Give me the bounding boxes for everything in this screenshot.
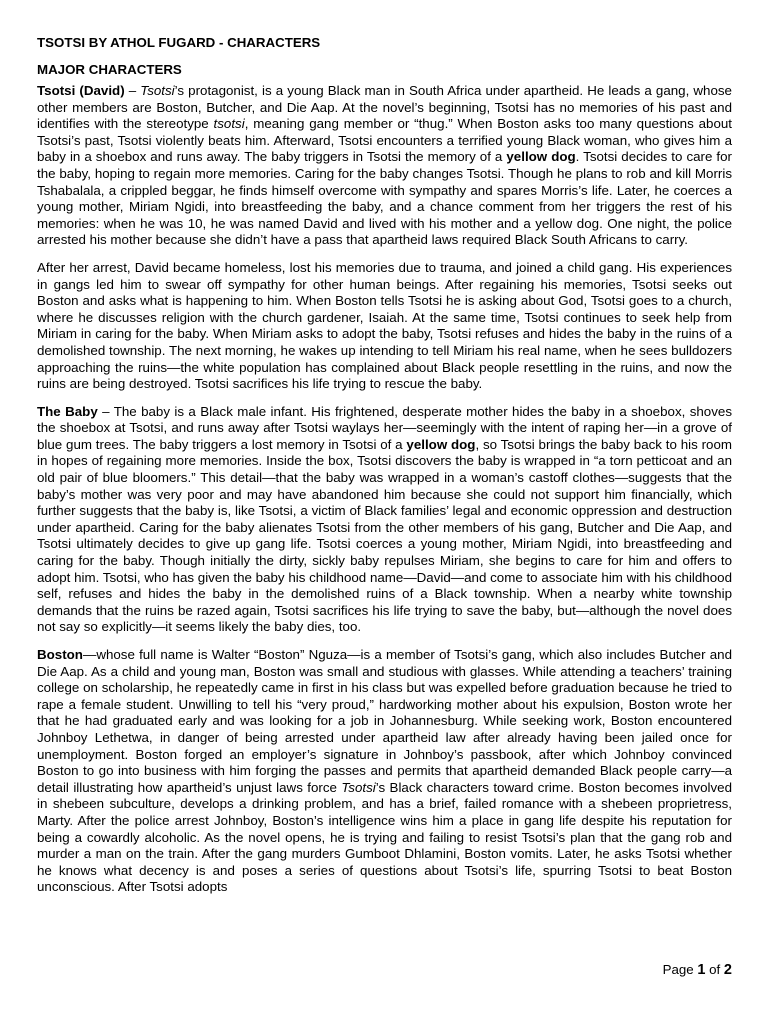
bold-text-run: yellow dog	[406, 436, 476, 452]
document-title: TSOTSI BY ATHOL FUGARD - CHARACTERS	[37, 35, 321, 50]
page-number	[663, 961, 732, 979]
of-label: of	[709, 962, 721, 977]
bold-text-run: The Baby	[37, 403, 98, 419]
section-heading: MAJOR CHARACTERS	[37, 62, 182, 77]
italic-text-run: tsotsi	[213, 116, 245, 132]
italic-text-run: Tsotsi	[341, 779, 376, 795]
body-paragraph	[37, 260, 732, 393]
text-run: , meaning gang member or “thug.” When Boston asks too many questions about Tsotsi’s past, Tsotsi violently beats him. Afterward, Tsotsi encounters a terrified young Black woman, who gives him a baby in a shoebox and runs away. The baby triggers in Tsotsi the memory of a	[37, 116, 732, 165]
text-run: After her arrest, David became homeless, lost his memories due to trauma, and joined a child gang. His experiences in gangs led him to swear off sympathy for other human beings. After regaining his memories, Tsotsi seeks out Boston and asks what is happening to him. When Boston tells Tsotsi he is asking about God, Tsotsi goes to a church, where he discusses religion with the church gardener, Isaiah. At the same time, Tsotsi continues to seek help from Miriam in caring for the baby. When Miriam asks to adopt the baby, Tsotsi refuses and hides the baby in the ruins of a demolished township. The next morning, he wakes up intending to tell Miriam his real name, when he sees bulldozers approaching the ruins—the white population has complained about Black people resettling in the ruins, and now the ruins are being destroyed. Tsotsi sacrifices his life trying to rescue the baby.	[37, 259, 732, 392]
bold-text-run: Tsotsi (David)	[37, 83, 125, 98]
text-run: – The baby is a Black male infant. His frightened, desperate mother hides the baby in a shoebox, shoves the shoebox at Tsotsi, and runs away after Tsotsi waylays her—seemingly with the intent of raping her—in a grove of blue gum trees. The baby triggers a lost memory in Tsotsi of a	[37, 403, 732, 452]
text-run: —whose full name is Walter “Boston” Nguza—is a member of Tsotsi’s gang, which also includes Butcher and Die Aap. As a child and young man, Boston was small and studious with glasses. While attending a teachers’ training college on scholarship, he repeatedly came in first in his class but was expelled before graduation because he tried to rape a female student. Unwilling to tell his “very proud,” hardworking mother about his expulsion, Boston wrote her that he had graduated early and was looking for a job in Johannesburg. While seeking work, Boston encountered Johnboy Lethetwa, in danger of being arrested under apartheid law after already having been jailed once for unemployment. Boston forged an employer’s signature in Johnboy’s passbook, after which Johnboy convinced Boston to go into business with him forging the passes and permits that apartheid demanded Black people carry—a detail illustrating how apartheid’s unjust laws force	[37, 647, 732, 795]
total-page-count: 2	[723, 962, 732, 978]
italic-text-run: Tsotsi	[140, 83, 175, 98]
document-body	[37, 83, 732, 896]
text-run: –	[124, 83, 141, 98]
text-run: , so Tsotsi brings the baby back to his room in hopes of regaining more memories. Inside the box, Tsotsi discovers the baby is wrapped in “a torn petticoat and an old pair of blue bloomers.” This detail—that the baby was wrapped in a woman’s castoff clothes—suggests that the baby’s mother was very poor and may have abandoned him because she could not support him financially, which further suggests that the baby is, like Tsotsi, a victim of Black families’ legal and economic oppression and destruction under apartheid. Caring for the baby alienates Tsotsi from the other members of his gang, Butcher and Die Aap, and Tsotsi ultimately decides to give up gang life. Tsotsi coerces a young mother, Miriam Ngidi, into breastfeeding and caring for the baby. Though initially the dirty, sickly baby repulses Miriam, she begins to care for him and offers to adopt him. Tsotsi, who has given the baby his childhood name—David—and come to associate him with his childhood self, refuses and hides the baby in the demolished ruins of a Black township. When a nearby white township demands that the ruins be razed again, Tsotsi sacrifices his life trying to save the baby, but—although the novel does not say so explicitly—it seems likely the baby dies, too.	[37, 436, 732, 635]
body-paragraph	[37, 404, 732, 636]
text-run: ’s protagonist, is a young Black man in South Africa under apartheid. He leads a gang, whose other members are Boston, Butcher, and Die Aap. At the novel’s beginning, Tsotsi has no memories of his past and identifies with the stereotype	[37, 83, 732, 132]
body-paragraph	[37, 647, 732, 896]
bold-text-run: Boston	[37, 647, 83, 662]
document-page	[37, 32, 732, 907]
page-label: Page	[662, 962, 694, 977]
text-run: ’s Black characters toward crime. Boston becomes involved in shebeen subculture, develops a drinking problem, and has a brief, failed romance with a shebeen proprietress, Marty. After the police arrest Johnboy, Boston’s intelligence wins him a place in gang life despite his reputation for being a cowardly alcoholic. As the novel opens, he is trying and failing to resist Tsotsi’s plan that the gang rob and murder a man on the train. After the gang murders Gumboot Dhlamini, Boston vomits. Later, he asks Tsotsi whether he knows what decency is and poses a series of questions about Tsotsi’s life, spurring Tsotsi to beat Boston unconscious. After Tsotsi adopts	[37, 779, 732, 895]
current-page-number: 1	[697, 962, 706, 978]
bold-text-run: yellow dog	[506, 149, 576, 165]
text-run: . Tsotsi decides to care for the baby, hoping to regain more memories. Caring for the baby changes Tsotsi. Though he plans to rob and kill Morris Tshabalala, a crippled beggar, he finds himself overcome with sympathy and spares Morris’s life. Later, he coerces a young mother, Miriam Ngidi, into breastfeeding the baby, and a chance comment from her triggers the rest of his memories: when he was 10, he was named David and lived with his mother and a yellow dog. One night, the police arrested his mother because she didn’t have a pass that apartheid laws required Black South Africans to carry.	[37, 149, 732, 248]
body-paragraph	[37, 83, 732, 249]
